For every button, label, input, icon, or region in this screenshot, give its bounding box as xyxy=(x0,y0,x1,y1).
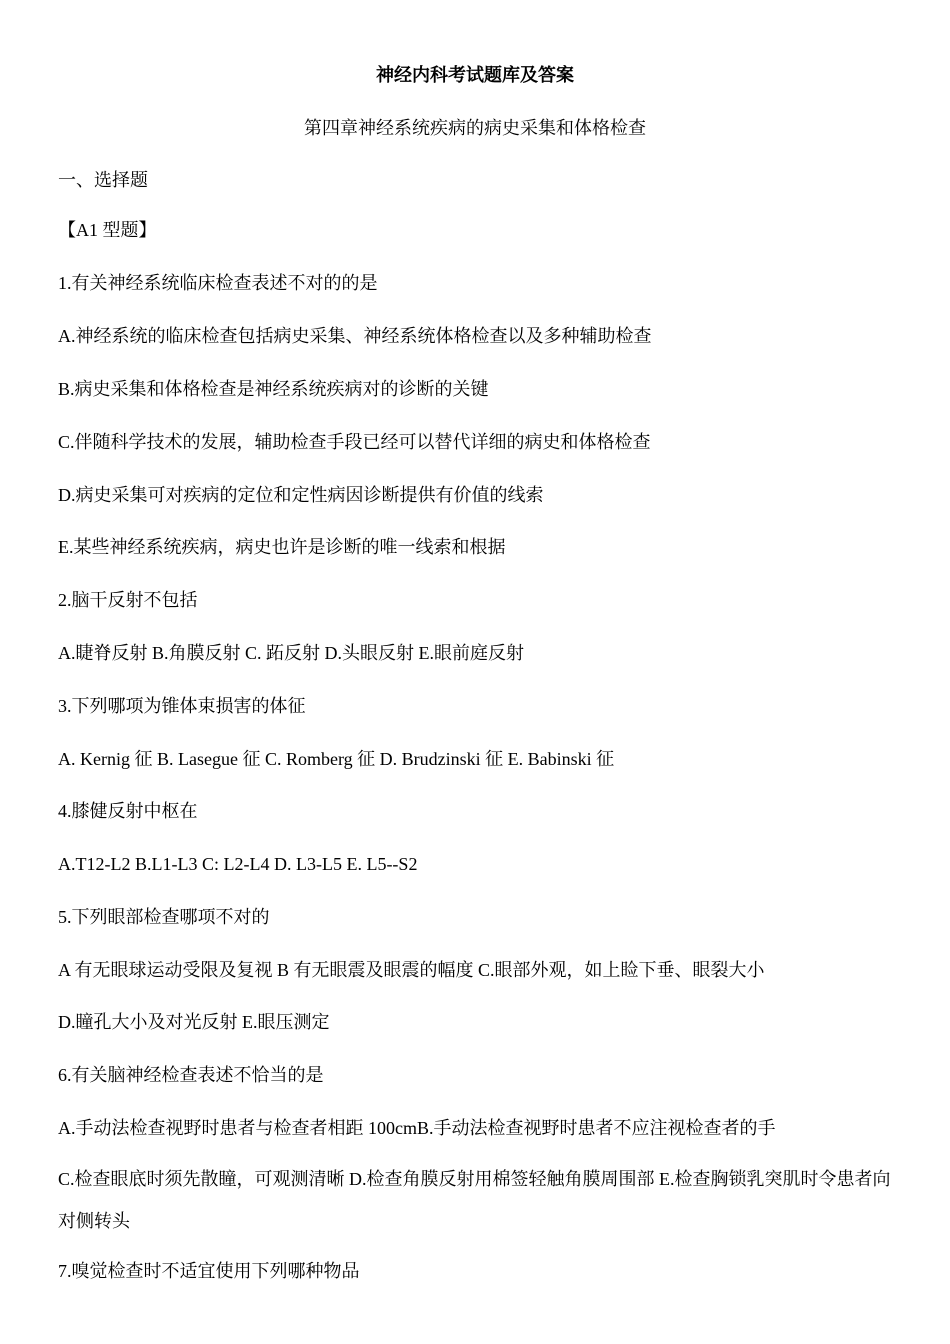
question-3: 3.下列哪项为锥体束损害的体征 xyxy=(58,696,306,716)
q1-option-c: C.伴随科学技术的发展，辅助检查手段已经可以替代详细的病史和体格检查 xyxy=(58,432,651,452)
question-4: 4.膝健反射中枢在 xyxy=(58,801,198,821)
q5-options-line-2: D.瞳孔大小及对光反射 E.眼压测定 xyxy=(58,1012,330,1032)
question-1: 1.有关神经系统临床检查表述不对的的是 xyxy=(58,273,378,293)
q6-options-line-1: A.手动法检查视野时患者与检查者相距 100cmB.手动法检查视野时患者不应注视检查者的手 xyxy=(58,1118,776,1138)
q1-option-e: E.某些神经系统疾病，病史也许是诊断的唯一线索和根据 xyxy=(58,537,506,557)
q2-options: A.睫脊反射 B.角膜反射 C. 跖反射 D.头眼反射 E.眼前庭反射 xyxy=(58,643,525,663)
question-type-heading: 【A1 型题】 xyxy=(58,220,157,240)
q4-options: A.T12-L2 B.L1-L3 C: L2-L4 D. L3-L5 E. L5--S2 xyxy=(58,854,418,874)
question-7: 7.嗅觉检查时不适宜使用下列哪种物品 xyxy=(58,1261,360,1281)
chapter-heading: 第四章神经系统疾病的病史采集和体格检查 xyxy=(304,118,646,138)
q1-option-b: B.病史采集和体格检查是神经系统疾病对的诊断的关键 xyxy=(58,379,489,399)
q6-options-line-2: C.检查眼底时须先散瞳，可观测清晰 D.检查角膜反射用棉签轻触角膜周围部 E.检查胸锁乳突肌时令患者向对侧转头 xyxy=(58,1169,891,1231)
q1-option-a: A.神经系统的临床检查包括病史采集、神经系统体格检查以及多种辅助检查 xyxy=(58,326,652,346)
q1-option-d: D.病史采集可对疾病的定位和定性病因诊断提供有价值的线索 xyxy=(58,485,544,505)
document-title: 神经内科考试题库及答案 xyxy=(376,65,574,85)
q3-options: A. Kernig 征 B. Lasegue 征 C. Romberg 征 D. Brudzinski 征 E. Babinski 征 xyxy=(58,749,615,769)
q5-options-line-1: A 有无眼球运动受限及复视 B 有无眼震及眼震的幅度 C.眼部外观，如上睑下垂、眼裂大小 xyxy=(58,960,765,980)
question-5: 5.下列眼部检查哪项不对的 xyxy=(58,907,270,927)
section-heading: 一、选择题 xyxy=(58,170,148,190)
question-6: 6.有关脑神经检查表述不恰当的是 xyxy=(58,1065,324,1085)
question-2: 2.脑干反射不包括 xyxy=(58,590,198,610)
